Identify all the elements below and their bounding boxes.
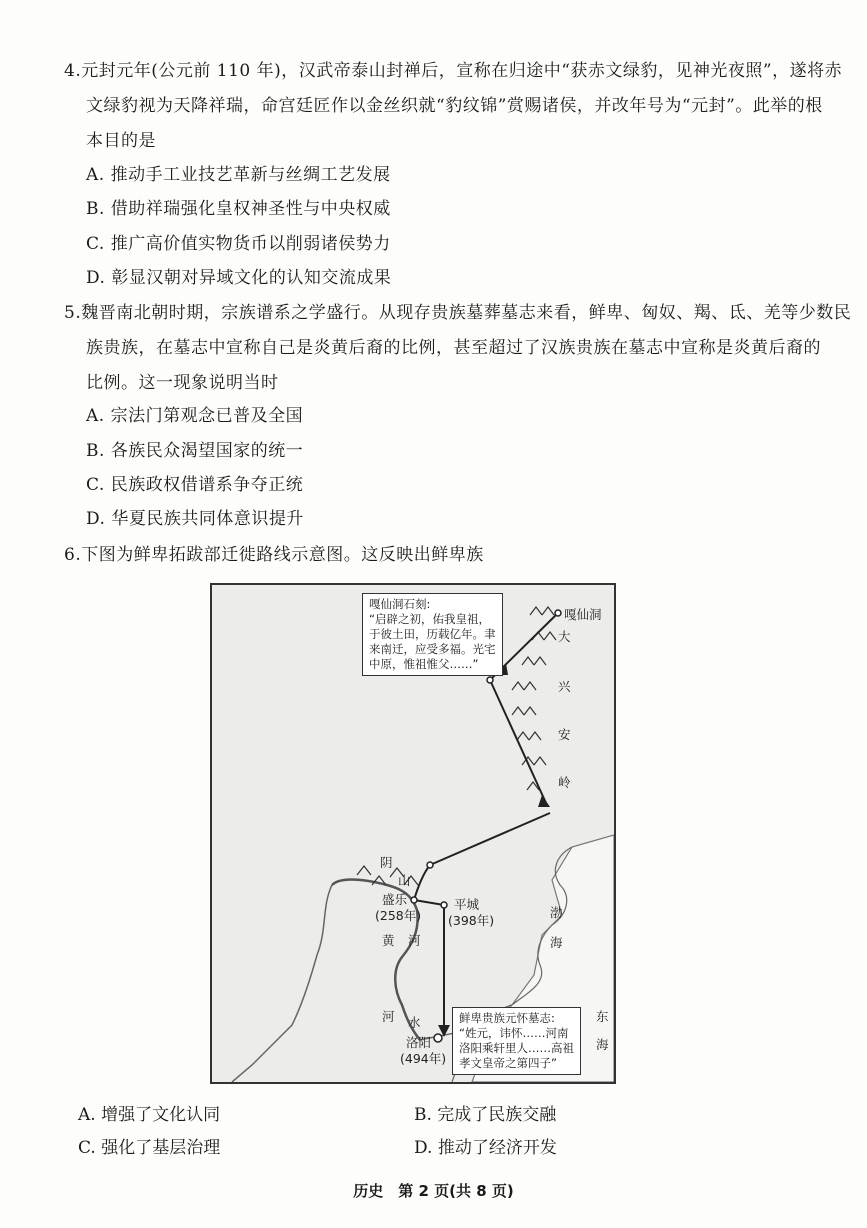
daxinganling-label: 大 (558, 629, 571, 644)
q4-stem-line3: 本目的是 (86, 131, 156, 151)
yinshan-label: 山 (398, 873, 411, 888)
daxinganling-label: 岭 (558, 775, 571, 790)
huanghe-label: 河 (408, 933, 421, 948)
donghai-label: 海 (596, 1037, 609, 1052)
page-footer: 历史 第 2 页(共 8 页) (353, 1182, 514, 1200)
daxinganling-mountains (512, 607, 556, 790)
gaxiandong-label: 嘎仙洞 (564, 607, 602, 622)
q4-option-d: D. 彰显汉朝对异域文化的认知交流成果 (86, 268, 392, 288)
bohai-label: 海 (550, 935, 563, 950)
luoyang-label: 洛阳 (406, 1035, 432, 1050)
q4-option-c: C. 推广高价值实物货币以削弱诸侯势力 (86, 234, 391, 254)
q5-option-b: B. 各族民众渴望国家的统一 (86, 441, 304, 461)
luoyang-year: (494年) (400, 1051, 447, 1066)
q5-option-c: C. 民族政权借谱系争夺正统 (86, 475, 304, 495)
note-bottom-line: 鲜卑贵族元怀墓志: (459, 1011, 555, 1025)
note-top-line: 来南迁，应受多福。光宅 (369, 642, 496, 656)
q6-option-a: A. 增强了文化认同 (78, 1105, 221, 1125)
huanghe-label: 黄 (382, 933, 395, 948)
note-top-line: 嘎仙洞石刻: (369, 597, 431, 611)
q6-option-c: C. 强化了基层治理 (78, 1138, 221, 1158)
pingcheng-year: (398年) (448, 913, 495, 928)
daxinganling-label: 安 (558, 727, 571, 742)
note-top-line: 中原，惟祖惟父……” (369, 657, 479, 671)
daxinganling-label: 兴 (558, 679, 571, 694)
q5-option-a: A. 宗法门第观念已普及全国 (86, 406, 304, 426)
q4-option-b: B. 借助祥瑞强化皇权神圣性与中央权威 (86, 199, 391, 219)
migration-map (210, 583, 616, 1084)
bohai-label: 渤 (550, 905, 563, 920)
note-bottom-line: 孝文皇帝之第四子” (459, 1056, 557, 1070)
q6-option-d: D. 推动了经济开发 (414, 1138, 557, 1158)
note-bottom-line: “姓元，讳怀……河南 (459, 1026, 569, 1040)
q6-option-b: B. 完成了民族交融 (414, 1105, 557, 1125)
note-bottom-line: 洛阳乘轩里人……高祖 (459, 1041, 574, 1055)
q5-stem-line3: 比例。这一现象说明当时 (86, 373, 279, 393)
pingcheng-label: 平城 (454, 897, 480, 912)
note-top-line: 于彼土田，历载亿年。聿 (369, 627, 496, 641)
q5-stem-line1: 5.魏晋南北朝时期，宗族谱系之学盛行。从现存贵族墓葬墓志来看，鲜卑、匈奴、羯、氐、羌等少数民 (64, 303, 852, 323)
note-top-line: “启辟之初，佑我皇祖， (369, 612, 490, 626)
heshui-label: 水 (408, 1015, 421, 1030)
gaxiandong-inscription-note (362, 593, 503, 676)
q4-option-a: A. 推动手工业技艺革新与丝绸工艺发展 (86, 165, 391, 185)
yellow-river-west (232, 885, 332, 1082)
yuanhuai-epitaph-note (452, 1007, 581, 1075)
q5-option-d: D. 华夏民族共同体意识提升 (86, 509, 304, 529)
shengle-label: 盛乐 (382, 892, 408, 907)
q4-stem-line2: 文绿豹视为天降祥瑞，命宫廷匠作以金丝织就“豹纹锦”赏赐诸侯，并改年号为“元封”。此举的根 (86, 96, 823, 116)
yinshan-label: 阴 (380, 855, 393, 870)
shengle-year: (258年) (375, 908, 422, 923)
q5-stem-line2: 族贵族，在墓志中宣称自己是炎黄后裔的比例，甚至超过了汉族贵族在墓志中宣称是炎黄后裔的 (86, 338, 821, 358)
q4-stem-line1: 4.元封元年(公元前 110 年)，汉武帝泰山封禅后，宣称在归途中“获赤文绿豹，见神光夜照”，遂将赤 (64, 61, 843, 81)
donghai-label: 东 (596, 1009, 609, 1024)
q6-stem: 6.下图为鲜卑拓跋部迁徙路线示意图。这反映出鲜卑族 (64, 545, 484, 565)
heshui-label: 河 (382, 1009, 395, 1024)
